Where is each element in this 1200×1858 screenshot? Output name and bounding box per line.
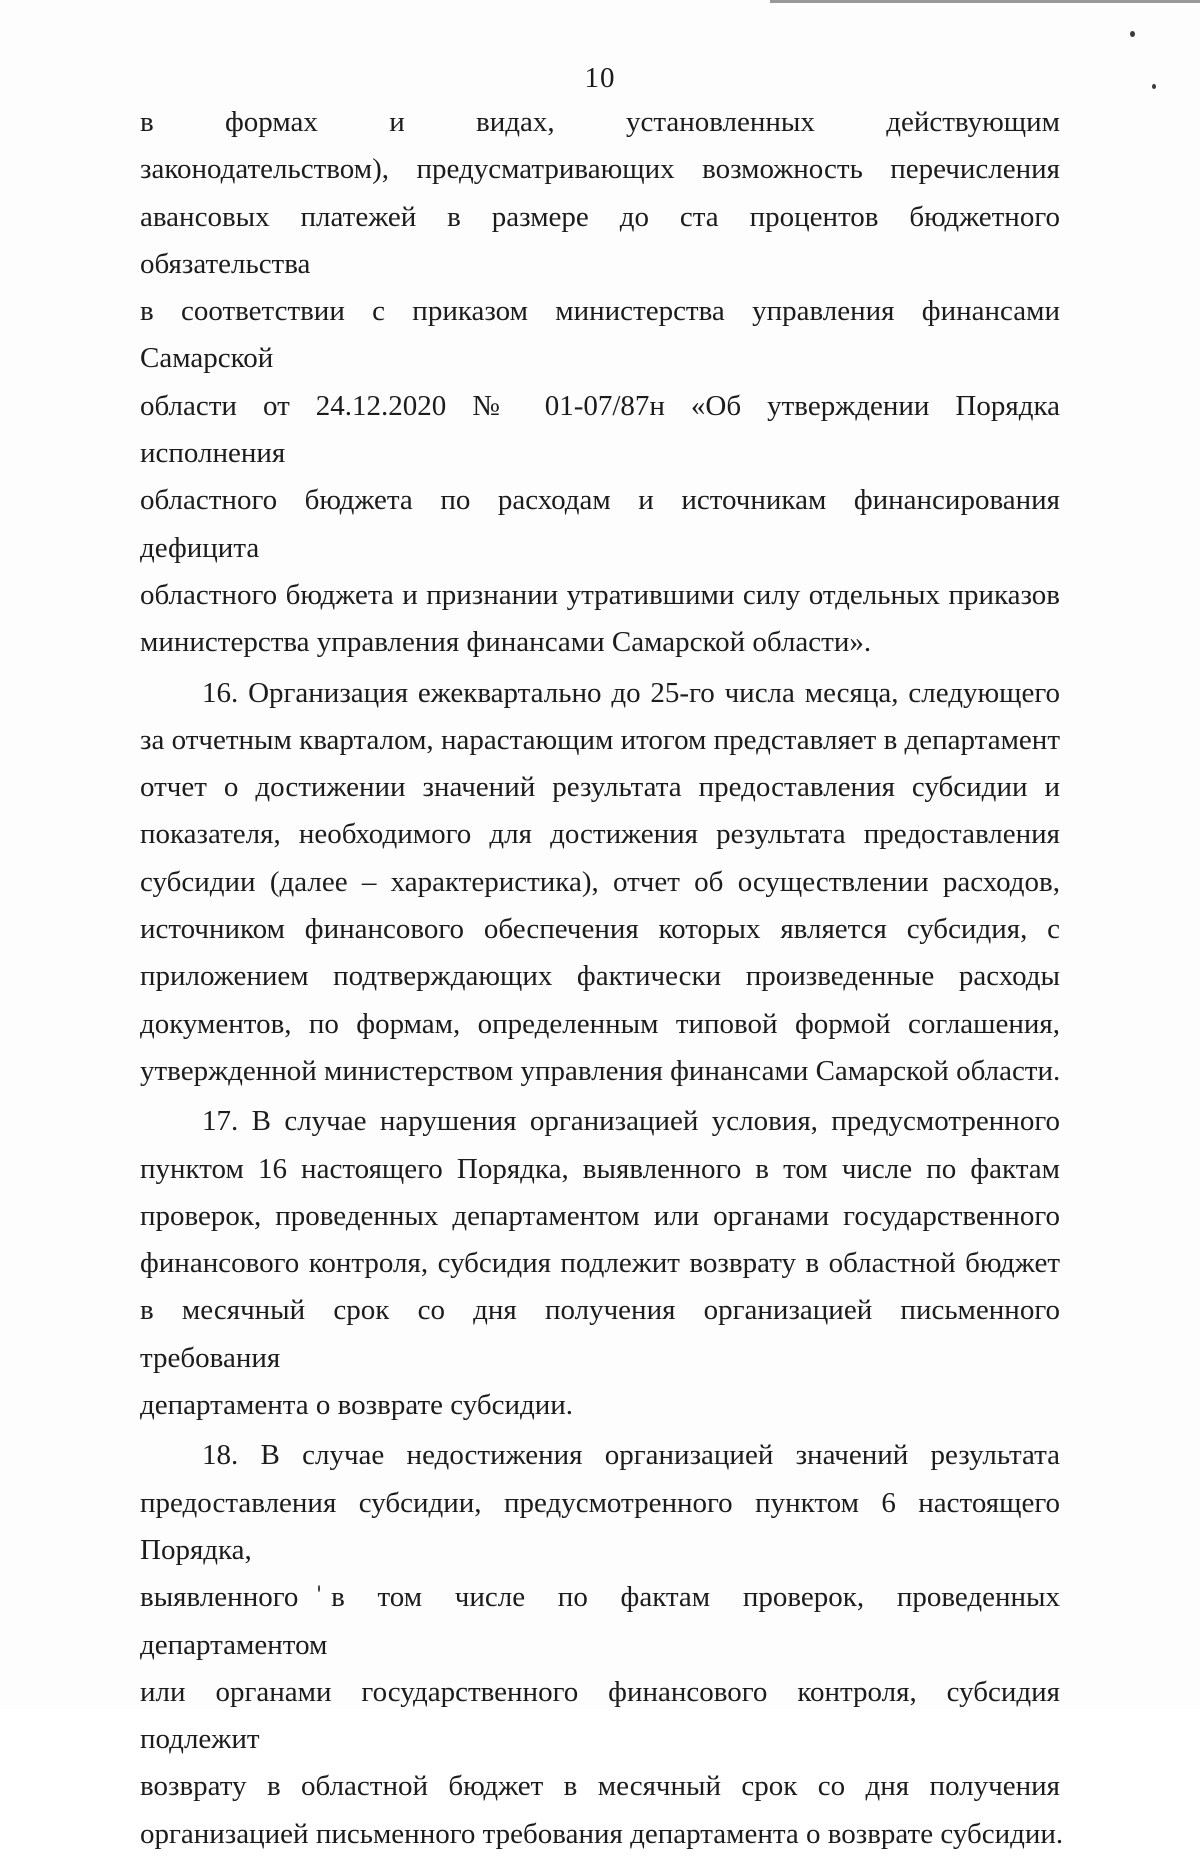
text-line: департамента о возврате субсидии. xyxy=(140,1389,574,1422)
text-line: предоставления субсидии, предусмотренного пунктом 6 настоящего Порядка, xyxy=(140,1486,1060,1566)
page-number: 10 xyxy=(584,62,616,94)
text-line: источником финансового обеспечения которых является субсидия, с xyxy=(140,913,1060,946)
text-line: показателя, необходимого для достижения результата предоставления xyxy=(140,818,1060,851)
text-line: выявленного в том числе по фактам проверок, проведенных департаментом xyxy=(140,1581,1060,1661)
paragraph-16 xyxy=(140,670,1060,1096)
text-line: возврату в областной бюджет в месячный срок со дня получения xyxy=(140,1770,1060,1803)
text-line: организацией письменного требования департамента о возврате субсидии. xyxy=(140,1817,1064,1850)
text-line: области от 24.12.2020 № 01-07/87н «Об утверждении Порядка исполнения xyxy=(140,389,1060,470)
text-line: за отчетным кварталом, нарастающим итогом представляет в департамент xyxy=(140,723,1060,756)
text-line: авансовых платежей в размере до ста процентов бюджетного обязательства xyxy=(140,200,1060,280)
top-edge-rule xyxy=(770,0,1200,3)
text-line: 18. В случае недостижения организацией значений результата xyxy=(202,1439,1060,1472)
text-line: отчет о достижении значений результата предоставления субсидии и xyxy=(140,771,1060,804)
text-line: 17. В случае нарушения организацией условия, предусмотренного xyxy=(202,1105,1060,1138)
text-line: в месячный срок со дня получения организацией письменного требования xyxy=(140,1294,1060,1374)
text-line: утвержденной министерством управления финансами Самарской области. xyxy=(140,1054,1061,1087)
text-line: субсидии (далее – характеристика), отчет об осуществлении расходов, xyxy=(140,865,1060,898)
paragraph-17 xyxy=(140,1098,1060,1429)
text-line: в соответствии с приказом министерства управления финансами Самарской xyxy=(140,295,1060,375)
document-body xyxy=(140,99,1064,1858)
text-line: 16. Организация ежеквартально до 25-го числа месяца, следующего xyxy=(202,676,1060,709)
text-line: пунктом 16 настоящего Порядка, выявленного в том числе по фактам xyxy=(140,1152,1060,1185)
text-line: областного бюджета и признании утратившими силу отдельных приказов xyxy=(140,578,1060,611)
text-line: или органами государственного финансового контроля, субсидия подлежит xyxy=(140,1675,1060,1756)
paragraph-18 xyxy=(140,1432,1064,1858)
paragraph-continuation xyxy=(140,99,1060,667)
text-line: финансового контроля, субсидия подлежит возврату в областной бюджет xyxy=(140,1247,1060,1280)
text-line: законодательством), предусматривающих возможность перечисления xyxy=(140,153,1060,186)
text-line: проверок, проведенных департаментом или органами государственного xyxy=(140,1199,1060,1232)
text-line: в формах и видах, установленных действующим xyxy=(140,106,1060,138)
text-line: документов, по формам, определенным типовой формой соглашения, xyxy=(140,1007,1060,1040)
text-line: министерства управления финансами Самарской области». xyxy=(140,626,872,659)
text-line: областного бюджета по расходам и источникам финансирования дефицита xyxy=(140,484,1060,564)
scan-speck xyxy=(1130,31,1135,37)
text-line: приложением подтверждающих фактически произведенные расходы xyxy=(140,960,1060,993)
